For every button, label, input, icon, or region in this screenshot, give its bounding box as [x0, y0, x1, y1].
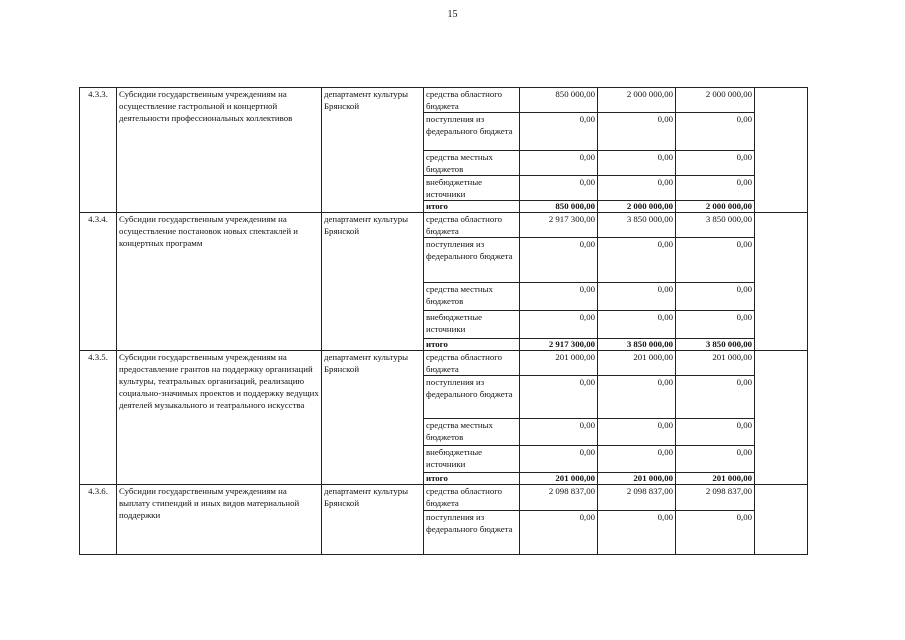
value-year-3: 2 098 837,00 [676, 485, 755, 511]
value-year-2: 0,00 [598, 238, 676, 283]
value-year-1: 0,00 [520, 238, 598, 283]
value-year-1: 0,00 [520, 283, 598, 311]
section-name: Субсидии государственным учреждениям на выплату стипендий и иных видов материальной поддержки [117, 485, 322, 555]
funding-source: поступления из федерального бюджета [424, 238, 520, 283]
total-year-3: 201 000,00 [676, 473, 755, 485]
value-year-2: 0,00 [598, 176, 676, 201]
empty-cell [755, 485, 808, 555]
funding-source: внебюджетные источники [424, 446, 520, 473]
total-year-2: 201 000,00 [598, 473, 676, 485]
funding-source: внебюджетные источники [424, 311, 520, 339]
section-executor: департамент культуры Брянской [322, 88, 424, 213]
value-year-1: 2 098 837,00 [520, 485, 598, 511]
funding-source: средства местных бюджетов [424, 283, 520, 311]
budget-table [79, 87, 808, 555]
value-year-3: 3 850 000,00 [676, 213, 755, 238]
value-year-3: 0,00 [676, 176, 755, 201]
funding-source: средства областного бюджета [424, 351, 520, 376]
value-year-2: 0,00 [598, 113, 676, 151]
funding-source: поступления из федерального бюджета [424, 376, 520, 419]
section-name: Субсидии государственным учреждениям на предоставление грантов на поддержку организаций культуры, театральных организаций, реализацию социально-значимых проектов и поддержку ведущих деятелей музыкального и театрального искусства [117, 351, 322, 485]
value-year-2: 201 000,00 [598, 351, 676, 376]
value-year-3: 0,00 [676, 511, 755, 555]
empty-cell [755, 213, 808, 351]
value-year-3: 0,00 [676, 376, 755, 419]
value-year-3: 0,00 [676, 113, 755, 151]
total-year-3: 3 850 000,00 [676, 339, 755, 351]
section-executor: департамент культуры Брянской [322, 351, 424, 485]
table-row [80, 351, 808, 376]
section-code: 4.3.5. [80, 351, 117, 485]
value-year-3: 0,00 [676, 151, 755, 176]
value-year-3: 0,00 [676, 446, 755, 473]
section-code: 4.3.6. [80, 485, 117, 555]
section-code: 4.3.4. [80, 213, 117, 351]
value-year-3: 201 000,00 [676, 351, 755, 376]
funding-source: средства областного бюджета [424, 485, 520, 511]
value-year-1: 0,00 [520, 446, 598, 473]
total-year-1: 2 917 300,00 [520, 339, 598, 351]
value-year-3: 2 000 000,00 [676, 88, 755, 113]
funding-source: средства областного бюджета [424, 213, 520, 238]
table-body [80, 88, 808, 555]
value-year-3: 0,00 [676, 283, 755, 311]
total-label: итого [424, 201, 520, 213]
value-year-3: 0,00 [676, 238, 755, 283]
total-year-1: 201 000,00 [520, 473, 598, 485]
value-year-3: 0,00 [676, 311, 755, 339]
total-year-2: 3 850 000,00 [598, 339, 676, 351]
value-year-2: 0,00 [598, 151, 676, 176]
empty-cell [755, 351, 808, 485]
value-year-2: 0,00 [598, 376, 676, 419]
value-year-1: 0,00 [520, 419, 598, 446]
page-number: 15 [447, 9, 458, 20]
funding-source: средства областного бюджета [424, 88, 520, 113]
funding-source: поступления из федерального бюджета [424, 113, 520, 151]
value-year-1: 0,00 [520, 376, 598, 419]
value-year-1: 2 917 300,00 [520, 213, 598, 238]
value-year-2: 2 098 837,00 [598, 485, 676, 511]
total-year-3: 2 000 000,00 [676, 201, 755, 213]
table-row [80, 213, 808, 238]
section-name: Субсидии государственным учреждениям на осуществление гастрольной и концертной деятельности профессиональных коллективов [117, 88, 322, 213]
total-label: итого [424, 339, 520, 351]
value-year-2: 3 850 000,00 [598, 213, 676, 238]
value-year-2: 0,00 [598, 311, 676, 339]
total-year-2: 2 000 000,00 [598, 201, 676, 213]
section-executor: департамент культуры Брянской [322, 213, 424, 351]
section-name: Субсидии государственным учреждениям на осуществление постановок новых спектаклей и концертных программ [117, 213, 322, 351]
value-year-1: 0,00 [520, 511, 598, 555]
empty-cell [755, 88, 808, 213]
table-row [80, 485, 808, 511]
value-year-2: 0,00 [598, 446, 676, 473]
section-executor: департамент культуры Брянской [322, 485, 424, 555]
table-row [80, 88, 808, 113]
value-year-1: 201 000,00 [520, 351, 598, 376]
value-year-2: 0,00 [598, 283, 676, 311]
value-year-1: 0,00 [520, 311, 598, 339]
value-year-2: 2 000 000,00 [598, 88, 676, 113]
value-year-2: 0,00 [598, 419, 676, 446]
total-label: итого [424, 473, 520, 485]
value-year-3: 0,00 [676, 419, 755, 446]
value-year-1: 0,00 [520, 176, 598, 201]
funding-source: внебюджетные источники [424, 176, 520, 201]
value-year-2: 0,00 [598, 511, 676, 555]
value-year-1: 0,00 [520, 151, 598, 176]
funding-source: средства местных бюджетов [424, 151, 520, 176]
section-code: 4.3.3. [80, 88, 117, 213]
value-year-1: 0,00 [520, 113, 598, 151]
value-year-1: 850 000,00 [520, 88, 598, 113]
funding-source: средства местных бюджетов [424, 419, 520, 446]
total-year-1: 850 000,00 [520, 201, 598, 213]
funding-source: поступления из федерального бюджета [424, 511, 520, 555]
